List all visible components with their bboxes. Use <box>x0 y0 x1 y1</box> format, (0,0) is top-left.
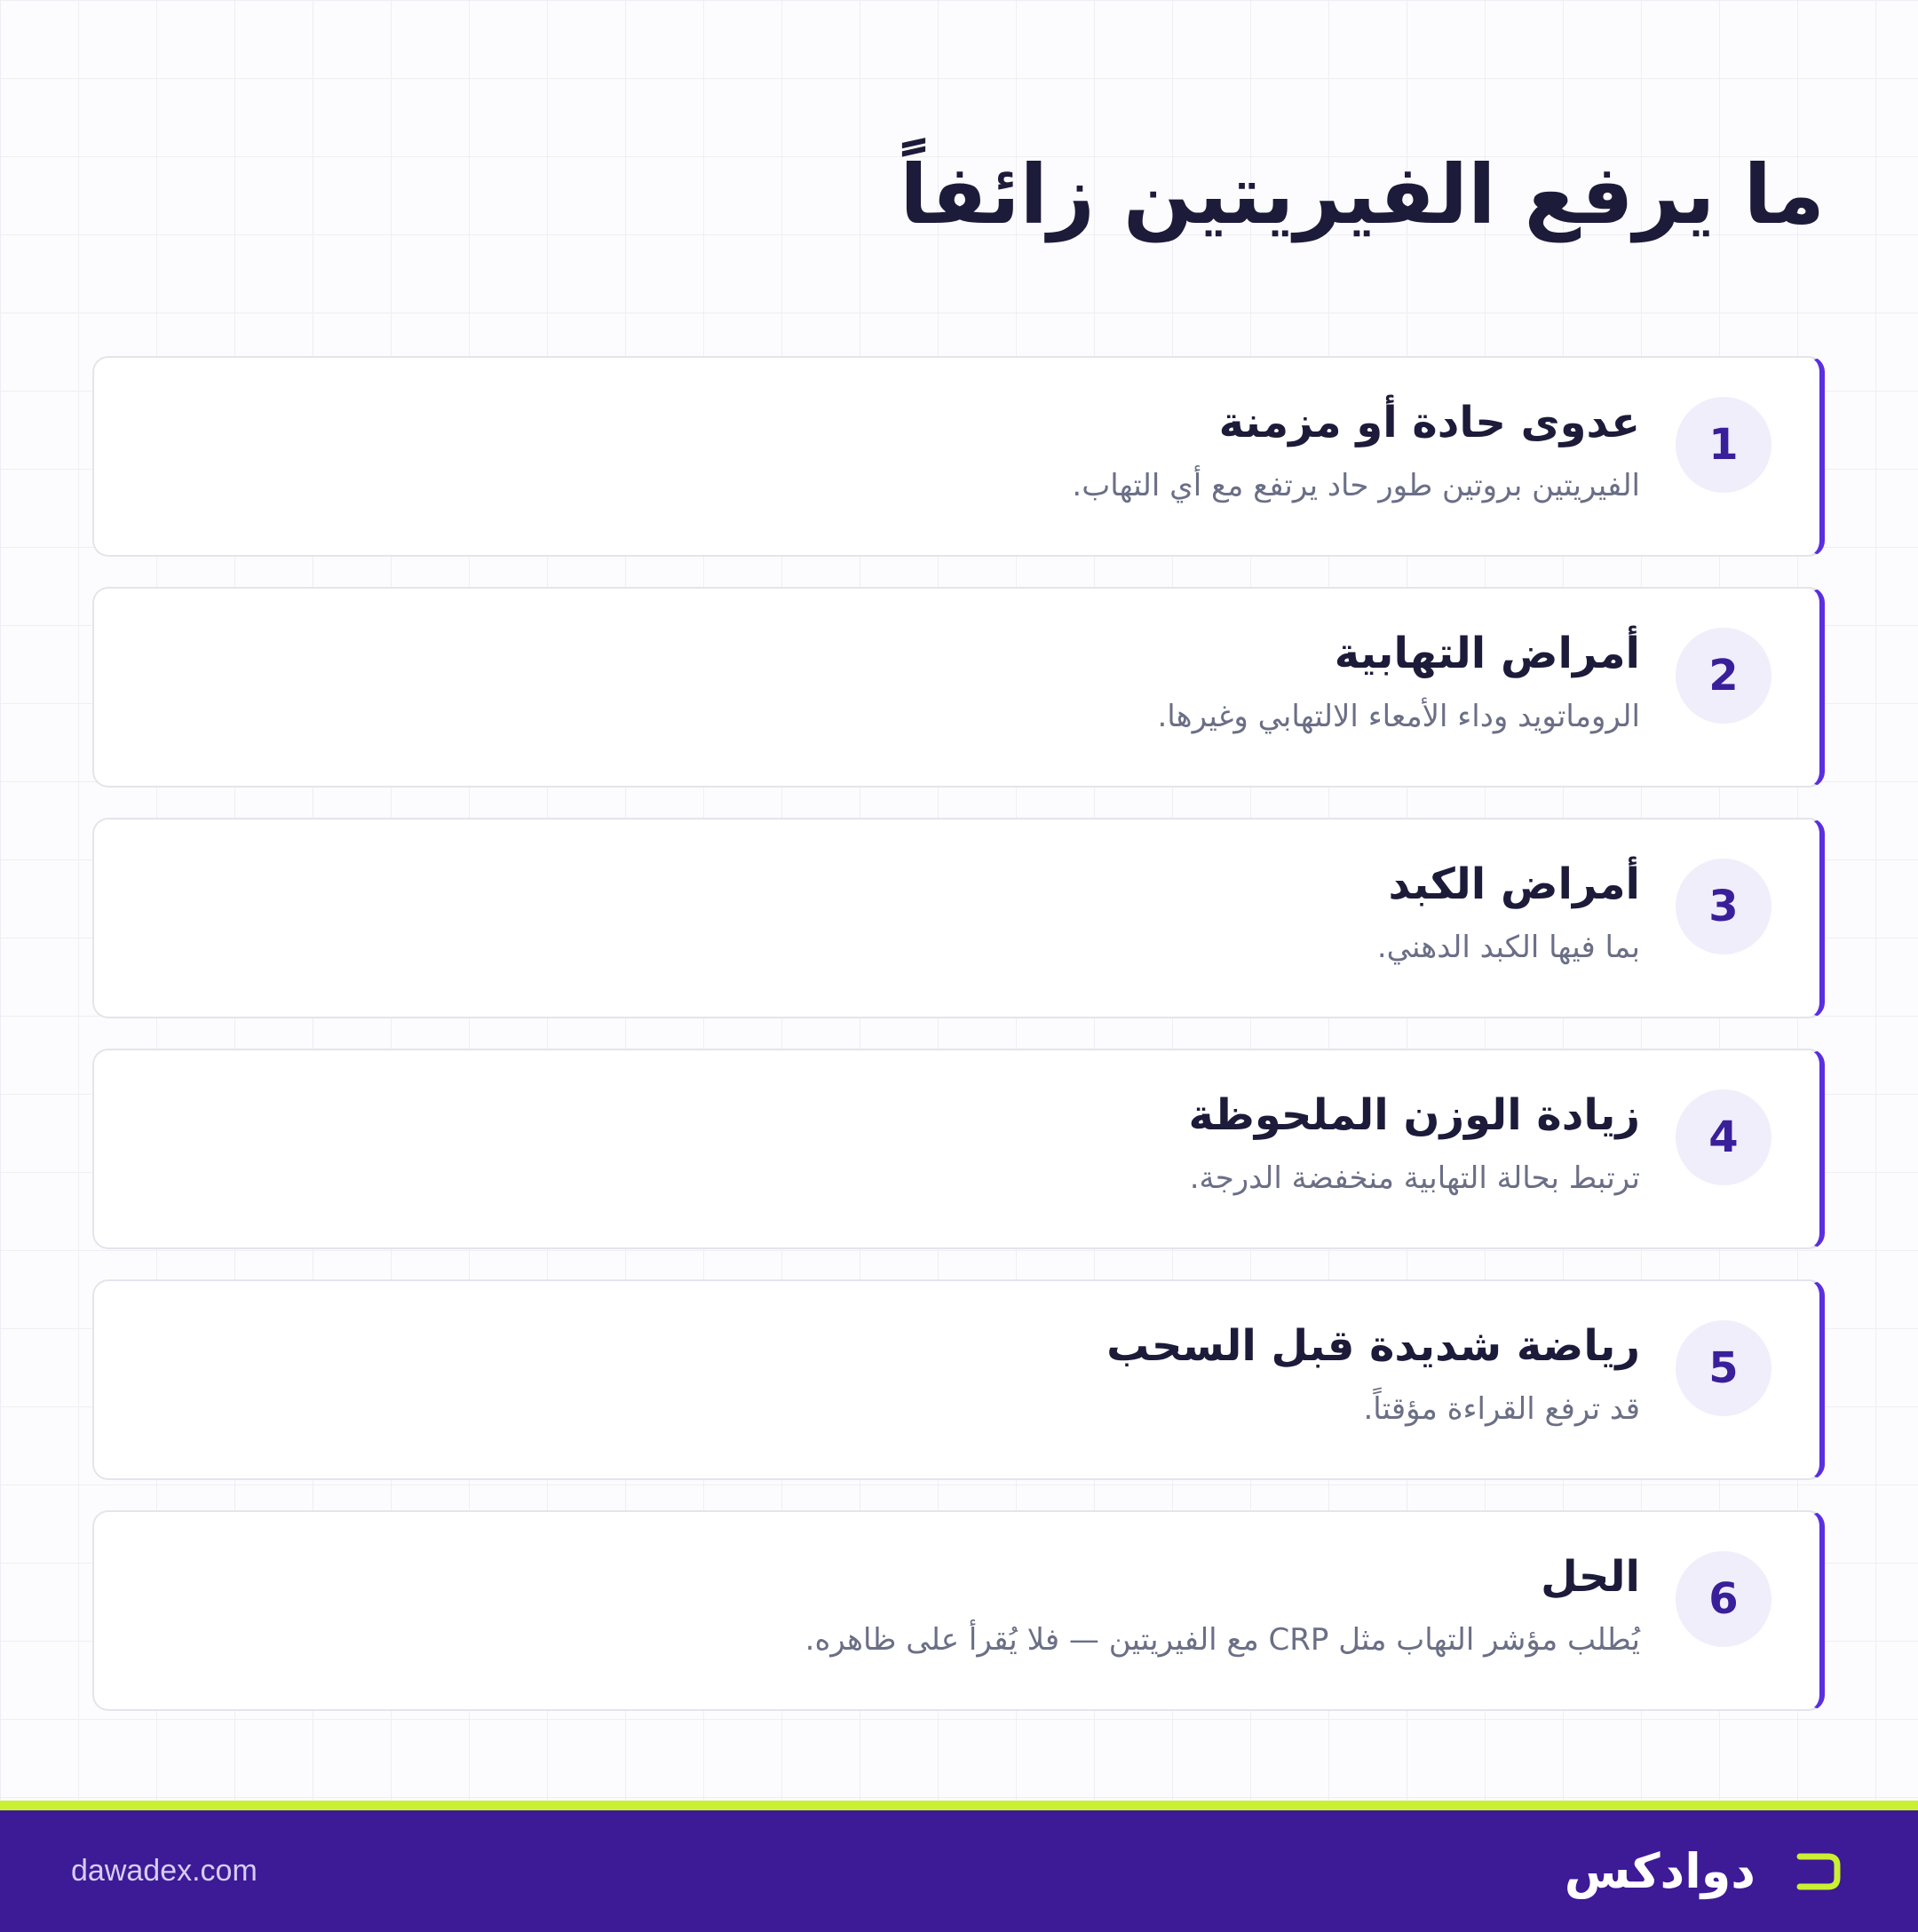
page-title: ما يرفع الفيريتين زائفاً <box>900 147 1825 242</box>
footer-brand <box>1565 1810 1843 1932</box>
item-number-badge: 5 <box>1676 1320 1771 1416</box>
item-text <box>147 1315 1640 1432</box>
item-title: زيادة الوزن الملحوظة <box>1188 1090 1640 1140</box>
item-description: قد ترفع القراءة مؤقتاً. <box>1363 1391 1640 1427</box>
brand-name: دوادكس <box>1564 1843 1756 1899</box>
item-description: ترتبط بحالة التهابية منخفضة الدرجة. <box>1189 1160 1640 1196</box>
footer <box>0 1810 1918 1932</box>
reasons-list <box>92 356 1825 1741</box>
list-item <box>92 356 1825 557</box>
item-description: يُطلب مؤشر التهاب مثل CRP مع الفيريتين — فلا يُقرأ على ظاهره. <box>804 1622 1640 1658</box>
list-item <box>92 1510 1825 1711</box>
item-number-badge: 3 <box>1676 859 1771 954</box>
list-item <box>92 587 1825 788</box>
item-title: الحل <box>1541 1552 1640 1602</box>
item-description: بما فيها الكبد الدهني. <box>1376 930 1640 965</box>
item-title: رياضة شديدة قبل السحب <box>1106 1321 1640 1371</box>
list-item <box>92 1279 1825 1480</box>
item-text <box>147 392 1640 509</box>
item-number-badge: 4 <box>1676 1089 1771 1185</box>
item-text <box>147 1084 1640 1201</box>
item-number-badge: 1 <box>1676 397 1771 493</box>
item-text <box>147 622 1640 740</box>
item-number-badge: 2 <box>1676 628 1771 724</box>
list-item <box>92 818 1825 1018</box>
item-description: الروماتويد وداء الأمعاء الالتهابي وغيرها. <box>1157 699 1640 734</box>
footer-site-link[interactable]: dawadex.com <box>71 1854 258 1888</box>
item-description: الفيريتين بروتين طور حاد يرتفع مع أي التهاب. <box>1072 468 1640 503</box>
bracket-logo-icon <box>1795 1851 1843 1892</box>
item-title: أمراض التهابية <box>1334 629 1640 678</box>
list-item <box>92 1049 1825 1249</box>
item-title: عدوى حادة أو مزمنة <box>1218 398 1640 447</box>
item-title: أمراض الكبد <box>1388 859 1640 909</box>
item-text <box>147 1546 1640 1663</box>
footer-accent-bar <box>0 1801 1918 1810</box>
item-text <box>147 853 1640 970</box>
item-number-badge: 6 <box>1676 1551 1771 1647</box>
